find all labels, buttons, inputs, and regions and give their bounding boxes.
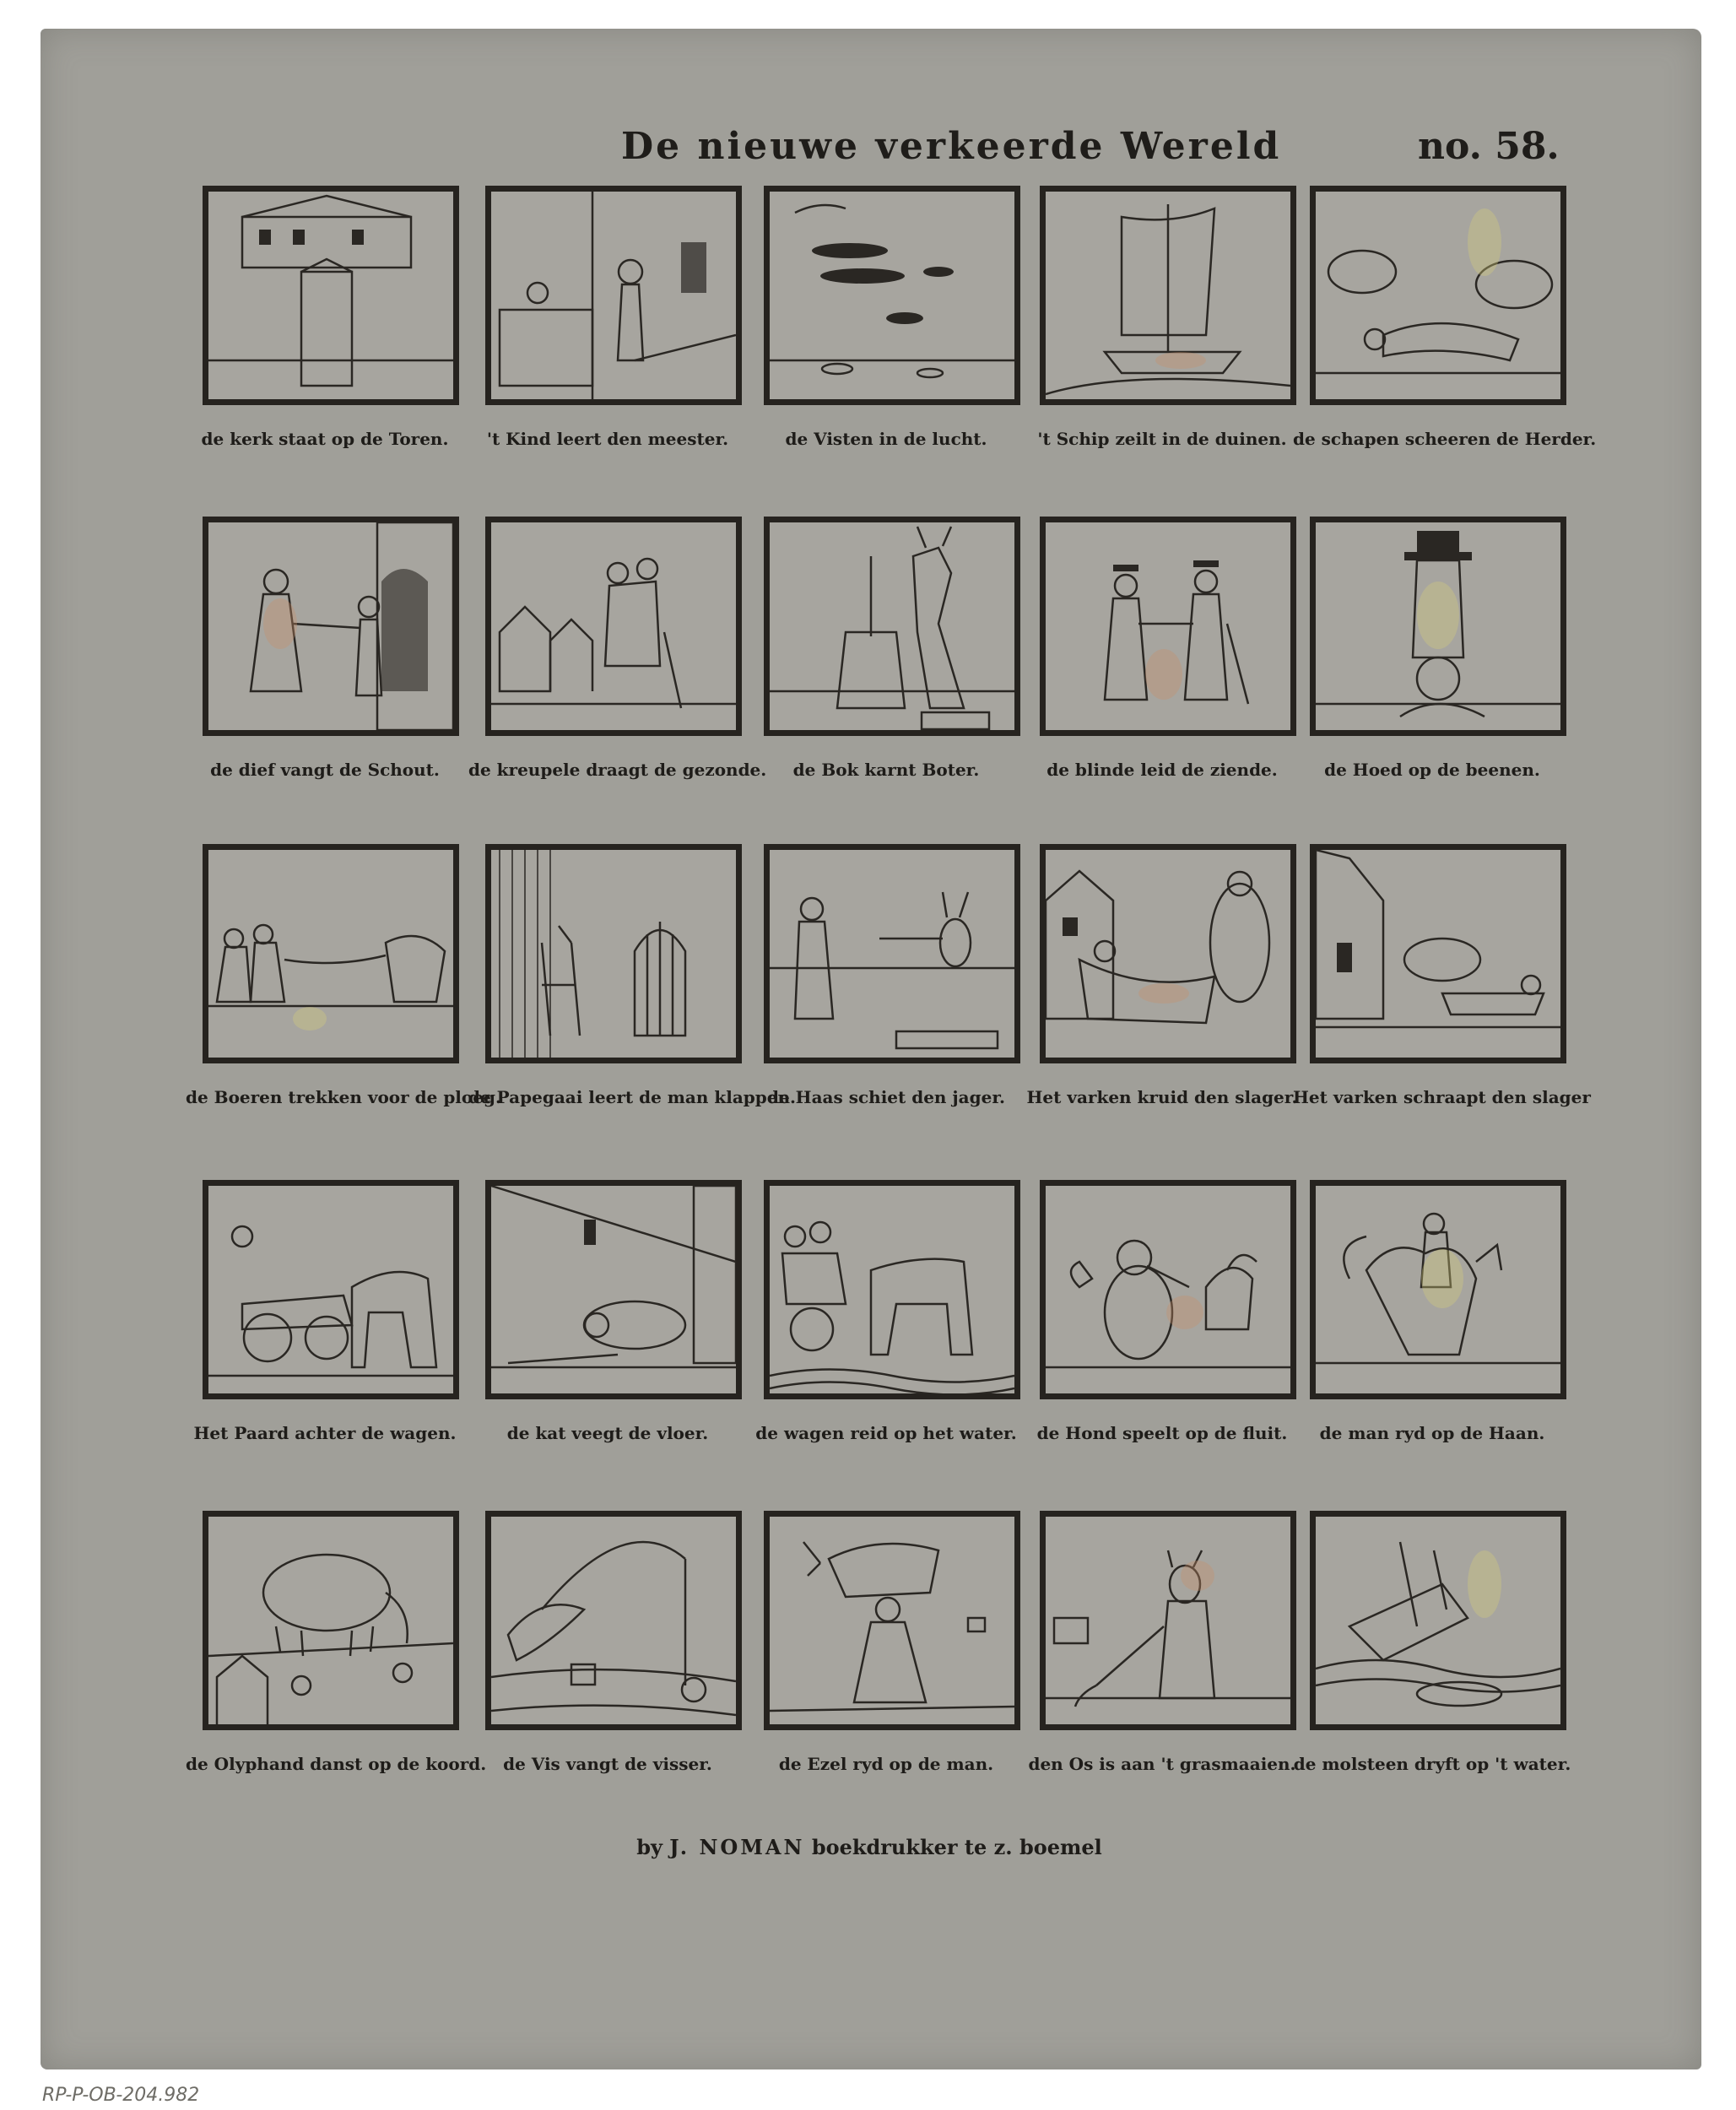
woodcut-panel-24 <box>1040 1511 1296 1730</box>
panel-caption-4: 't Schip zeilt in de duinen. <box>1037 429 1287 449</box>
woodcut-panel-14 <box>1040 844 1296 1063</box>
panel-caption-23: de Ezel ryd op de man. <box>778 1754 994 1774</box>
sheep-shear-shepherd-icon <box>1316 192 1560 399</box>
fish-catches-fisher-icon <box>491 1517 736 1724</box>
inventory-mark: RP-P-OB-204.982 <box>42 2085 200 2106</box>
panel-caption-3: de Visten in de lucht. <box>785 429 987 449</box>
page-title: De nieuwe verkeerde Wereld <box>621 125 1282 168</box>
imprint-suffix: boekdrukker te z. boemel <box>811 1835 1102 1859</box>
panel-caption-16: Het Paard achter de wagen. <box>193 1423 457 1443</box>
panel-caption-21: de Olyphand danst op de koord. <box>186 1754 487 1774</box>
panel-caption-9: de blinde leid de ziende. <box>1046 760 1278 780</box>
panel-caption-20: de man ryd op de Haan. <box>1319 1423 1545 1443</box>
woodcut-panel-6 <box>203 517 459 736</box>
woodcut-panel-17 <box>485 1180 742 1399</box>
panel-caption-6: de dief vangt de Schout. <box>210 760 440 780</box>
imprint-name: J. NOMAN <box>669 1835 805 1859</box>
woodcut-panel-3 <box>764 186 1020 405</box>
cart-on-water-icon <box>770 1186 1014 1393</box>
woodcut-panel-9 <box>1040 517 1296 736</box>
panel-caption-13: de Haas schiet den jager. <box>767 1087 1005 1107</box>
woodcut-panel-4 <box>1040 186 1296 405</box>
parrot-teaches-man-icon <box>491 850 736 1058</box>
woodcut-panel-22 <box>485 1511 742 1730</box>
panel-caption-24: den Os is aan 't grasmaaien. <box>1028 1754 1296 1774</box>
woodcut-panel-23 <box>764 1511 1020 1730</box>
child-teaches-master-icon <box>491 192 736 399</box>
pig-wheels-butcher-icon <box>1046 850 1290 1058</box>
hat-on-legs-icon <box>1316 522 1560 730</box>
donkey-rides-man-icon <box>770 1517 1014 1724</box>
panel-caption-11: de Boeren trekken voor de ploeg. <box>186 1087 501 1107</box>
horse-behind-cart-icon <box>208 1186 453 1393</box>
panel-caption-17: de kat veegt de vloer. <box>506 1423 709 1443</box>
panel-caption-10: de Hoed op de beenen. <box>1324 760 1540 780</box>
woodcut-panel-11 <box>203 844 459 1063</box>
woodcut-panel-21 <box>203 1511 459 1730</box>
goat-churns-butter-icon <box>770 522 1014 730</box>
ox-mows-grass-icon <box>1046 1517 1290 1724</box>
panel-caption-1: de kerk staat op de Toren. <box>201 429 449 449</box>
man-rides-rooster-icon <box>1316 1186 1560 1393</box>
ship-in-dunes-icon <box>1046 192 1290 399</box>
panel-caption-19: de Hond speelt op de fluit. <box>1036 1423 1288 1443</box>
panel-caption-14: Het varken kruid den slager. <box>1026 1087 1298 1107</box>
woodcut-panel-12 <box>485 844 742 1063</box>
printer-imprint <box>540 1835 1198 1859</box>
woodcut-panel-15 <box>1310 844 1566 1063</box>
woodcut-panel-1 <box>203 186 459 405</box>
woodcut-panel-20 <box>1310 1180 1566 1399</box>
fish-in-sky-icon <box>770 192 1014 399</box>
panel-caption-12: de Papegaai leert de man klappen. <box>468 1087 796 1107</box>
woodcut-panel-18 <box>764 1180 1020 1399</box>
hare-shoots-hunter-icon <box>770 850 1014 1058</box>
panel-caption-18: de wagen reid op het water. <box>755 1423 1017 1443</box>
panel-caption-7: de kreupele draagt de gezonde. <box>468 760 767 780</box>
thief-catches-sheriff-icon <box>208 522 453 730</box>
woodcut-panel-25 <box>1310 1511 1566 1730</box>
panel-caption-5: de schapen scheeren de Herder. <box>1293 429 1597 449</box>
blind-leads-seeing-icon <box>1046 522 1290 730</box>
elephant-on-rope-icon <box>208 1517 453 1724</box>
woodcut-panel-2 <box>485 186 742 405</box>
woodcut-panel-7 <box>485 517 742 736</box>
panel-caption-8: de Bok karnt Boter. <box>792 760 980 780</box>
woodcut-panel-19 <box>1040 1180 1296 1399</box>
woodcut-panel-13 <box>764 844 1020 1063</box>
pig-scrapes-butcher-icon <box>1316 850 1560 1058</box>
millstone-floats-icon <box>1316 1517 1560 1724</box>
sheet-number: no. 58. <box>1418 125 1560 168</box>
cat-sweeps-floor-icon <box>491 1186 736 1393</box>
woodcut-panel-8 <box>764 517 1020 736</box>
panel-caption-25: de molsteen dryft op 't water. <box>1293 1754 1571 1774</box>
dog-plays-flute-icon <box>1046 1186 1290 1393</box>
woodcut-panel-5 <box>1310 186 1566 405</box>
imprint-prefix: by <box>636 1835 662 1859</box>
panel-caption-22: de Vis vangt de visser. <box>503 1754 712 1774</box>
woodcut-panel-10 <box>1310 517 1566 736</box>
church-on-tower-icon <box>208 192 453 399</box>
panel-caption-2: 't Kind leert den meester. <box>486 429 729 449</box>
woodcut-panel-16 <box>203 1180 459 1399</box>
cripple-carries-healthy-icon <box>491 522 736 730</box>
farmers-pull-plough-icon <box>208 850 453 1058</box>
panel-caption-15: Het varken schraapt den slager <box>1293 1087 1591 1107</box>
